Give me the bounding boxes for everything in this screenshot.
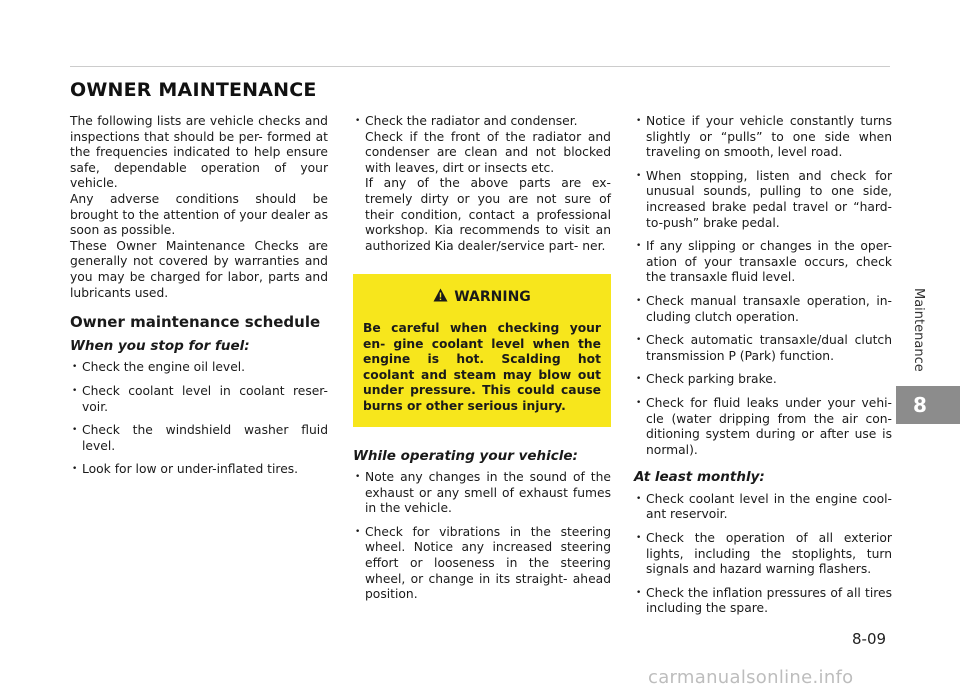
page-title: OWNER MAINTENANCE xyxy=(70,79,317,101)
list-item: • Look for low or under-inflated tires. xyxy=(70,462,328,478)
operating-checklist xyxy=(353,470,611,603)
schedule-heading: Owner maintenance schedule xyxy=(70,313,321,332)
list-item: • Check parking brake. xyxy=(634,372,892,388)
list-item: • Check the radiator and condenser. xyxy=(353,114,611,130)
intro-paragraph-3: These Owner Maintenance Checks are generally not covered by warranties and you may be charged for labor, parts and lubricants used. xyxy=(70,238,328,300)
monthly-heading: At least monthly: xyxy=(634,469,765,486)
list-item: • Check for vibrations in the steering wheel. Notice any increased steering effort or looseness in the steering wheel, or change in its straight- ahead position. xyxy=(353,525,611,603)
intro-paragraph-1: The following lists are vehicle checks and inspections that should be per- formed at the frequencies indicated to help ensure safe, dependable operation of your vehicle. xyxy=(70,114,328,191)
list-item: • Check coolant level in coolant reser- voir. xyxy=(70,384,328,415)
list-item: • When stopping, listen and check for unusual sounds, pulling to one side, increased brake pedal travel or “hard- to-push” brake pedal. xyxy=(634,169,892,231)
warning-title: WARNING xyxy=(454,288,531,305)
fuel-heading: When you stop for fuel: xyxy=(70,337,250,354)
list-item: • Check coolant level in the engine cool- ant reservoir. xyxy=(634,492,892,523)
warning-body: Be careful when checking your en- gine coolant level when the engine is hot. Scalding hot coolant and steam may blow out under pressure. This could cause burns or other serious injury. xyxy=(363,320,601,413)
radiator-detail-2: If any of the above parts are ex- tremely dirty or you are not sure of their condition, contact a professional workshop. Kia recommends to visit an authorized Kia dealer/service part- ner. xyxy=(365,176,611,253)
list-item: • Notice if your vehicle constantly turns slightly or “pulls” to one side when traveling on smooth, level road. xyxy=(634,114,892,161)
driving-checklist xyxy=(634,114,892,458)
watermark: carmanualsonline.info xyxy=(648,667,854,688)
fuel-checklist xyxy=(70,360,328,478)
warning-triangle-icon xyxy=(433,288,448,307)
list-item: • Check for fluid leaks under your vehi- cle (water dripping from the air con- ditioning system during or after use is normal). xyxy=(634,396,892,458)
intro-paragraph-2: Any adverse conditions should be brought to the attention of your dealer as soon as possible. xyxy=(70,191,328,238)
operating-heading: While operating your vehicle: xyxy=(353,447,578,464)
radiator-checklist xyxy=(353,114,611,130)
column-3 xyxy=(634,114,892,625)
list-item: • Check automatic transaxle/dual clutch transmission P (Park) function. xyxy=(634,333,892,364)
chapter-tab: 8 xyxy=(896,386,960,424)
warning-box xyxy=(353,274,611,426)
list-item: • Check the engine oil level. xyxy=(70,360,328,376)
radiator-detail-1: Check if the front of the radiator and condenser are clean and not blocked with leaves, dirt or insects etc. xyxy=(365,129,611,175)
list-item: • Check manual transaxle operation, in- cluding clutch operation. xyxy=(634,294,892,325)
column-2 xyxy=(353,114,611,611)
section-side-label: Maintenance xyxy=(911,288,926,372)
column-1 xyxy=(70,114,328,486)
list-item: • Note any changes in the sound of the exhaust or any smell of exhaust fumes in the vehicle. xyxy=(353,470,611,517)
warning-header xyxy=(363,288,601,307)
page-number: 8-09 xyxy=(852,630,887,648)
list-item: • Check the inflation pressures of all tires including the spare. xyxy=(634,586,892,617)
header-rule xyxy=(70,66,890,67)
monthly-checklist xyxy=(634,492,892,617)
list-item: • Check the operation of all exterior lights, including the stoplights, turn signals and hazard warning flashers. xyxy=(634,531,892,578)
list-item: • If any slipping or changes in the oper- ation of your transaxle occurs, check the transaxle fluid level. xyxy=(634,239,892,286)
list-item: • Check the windshield washer fluid level. xyxy=(70,423,328,454)
